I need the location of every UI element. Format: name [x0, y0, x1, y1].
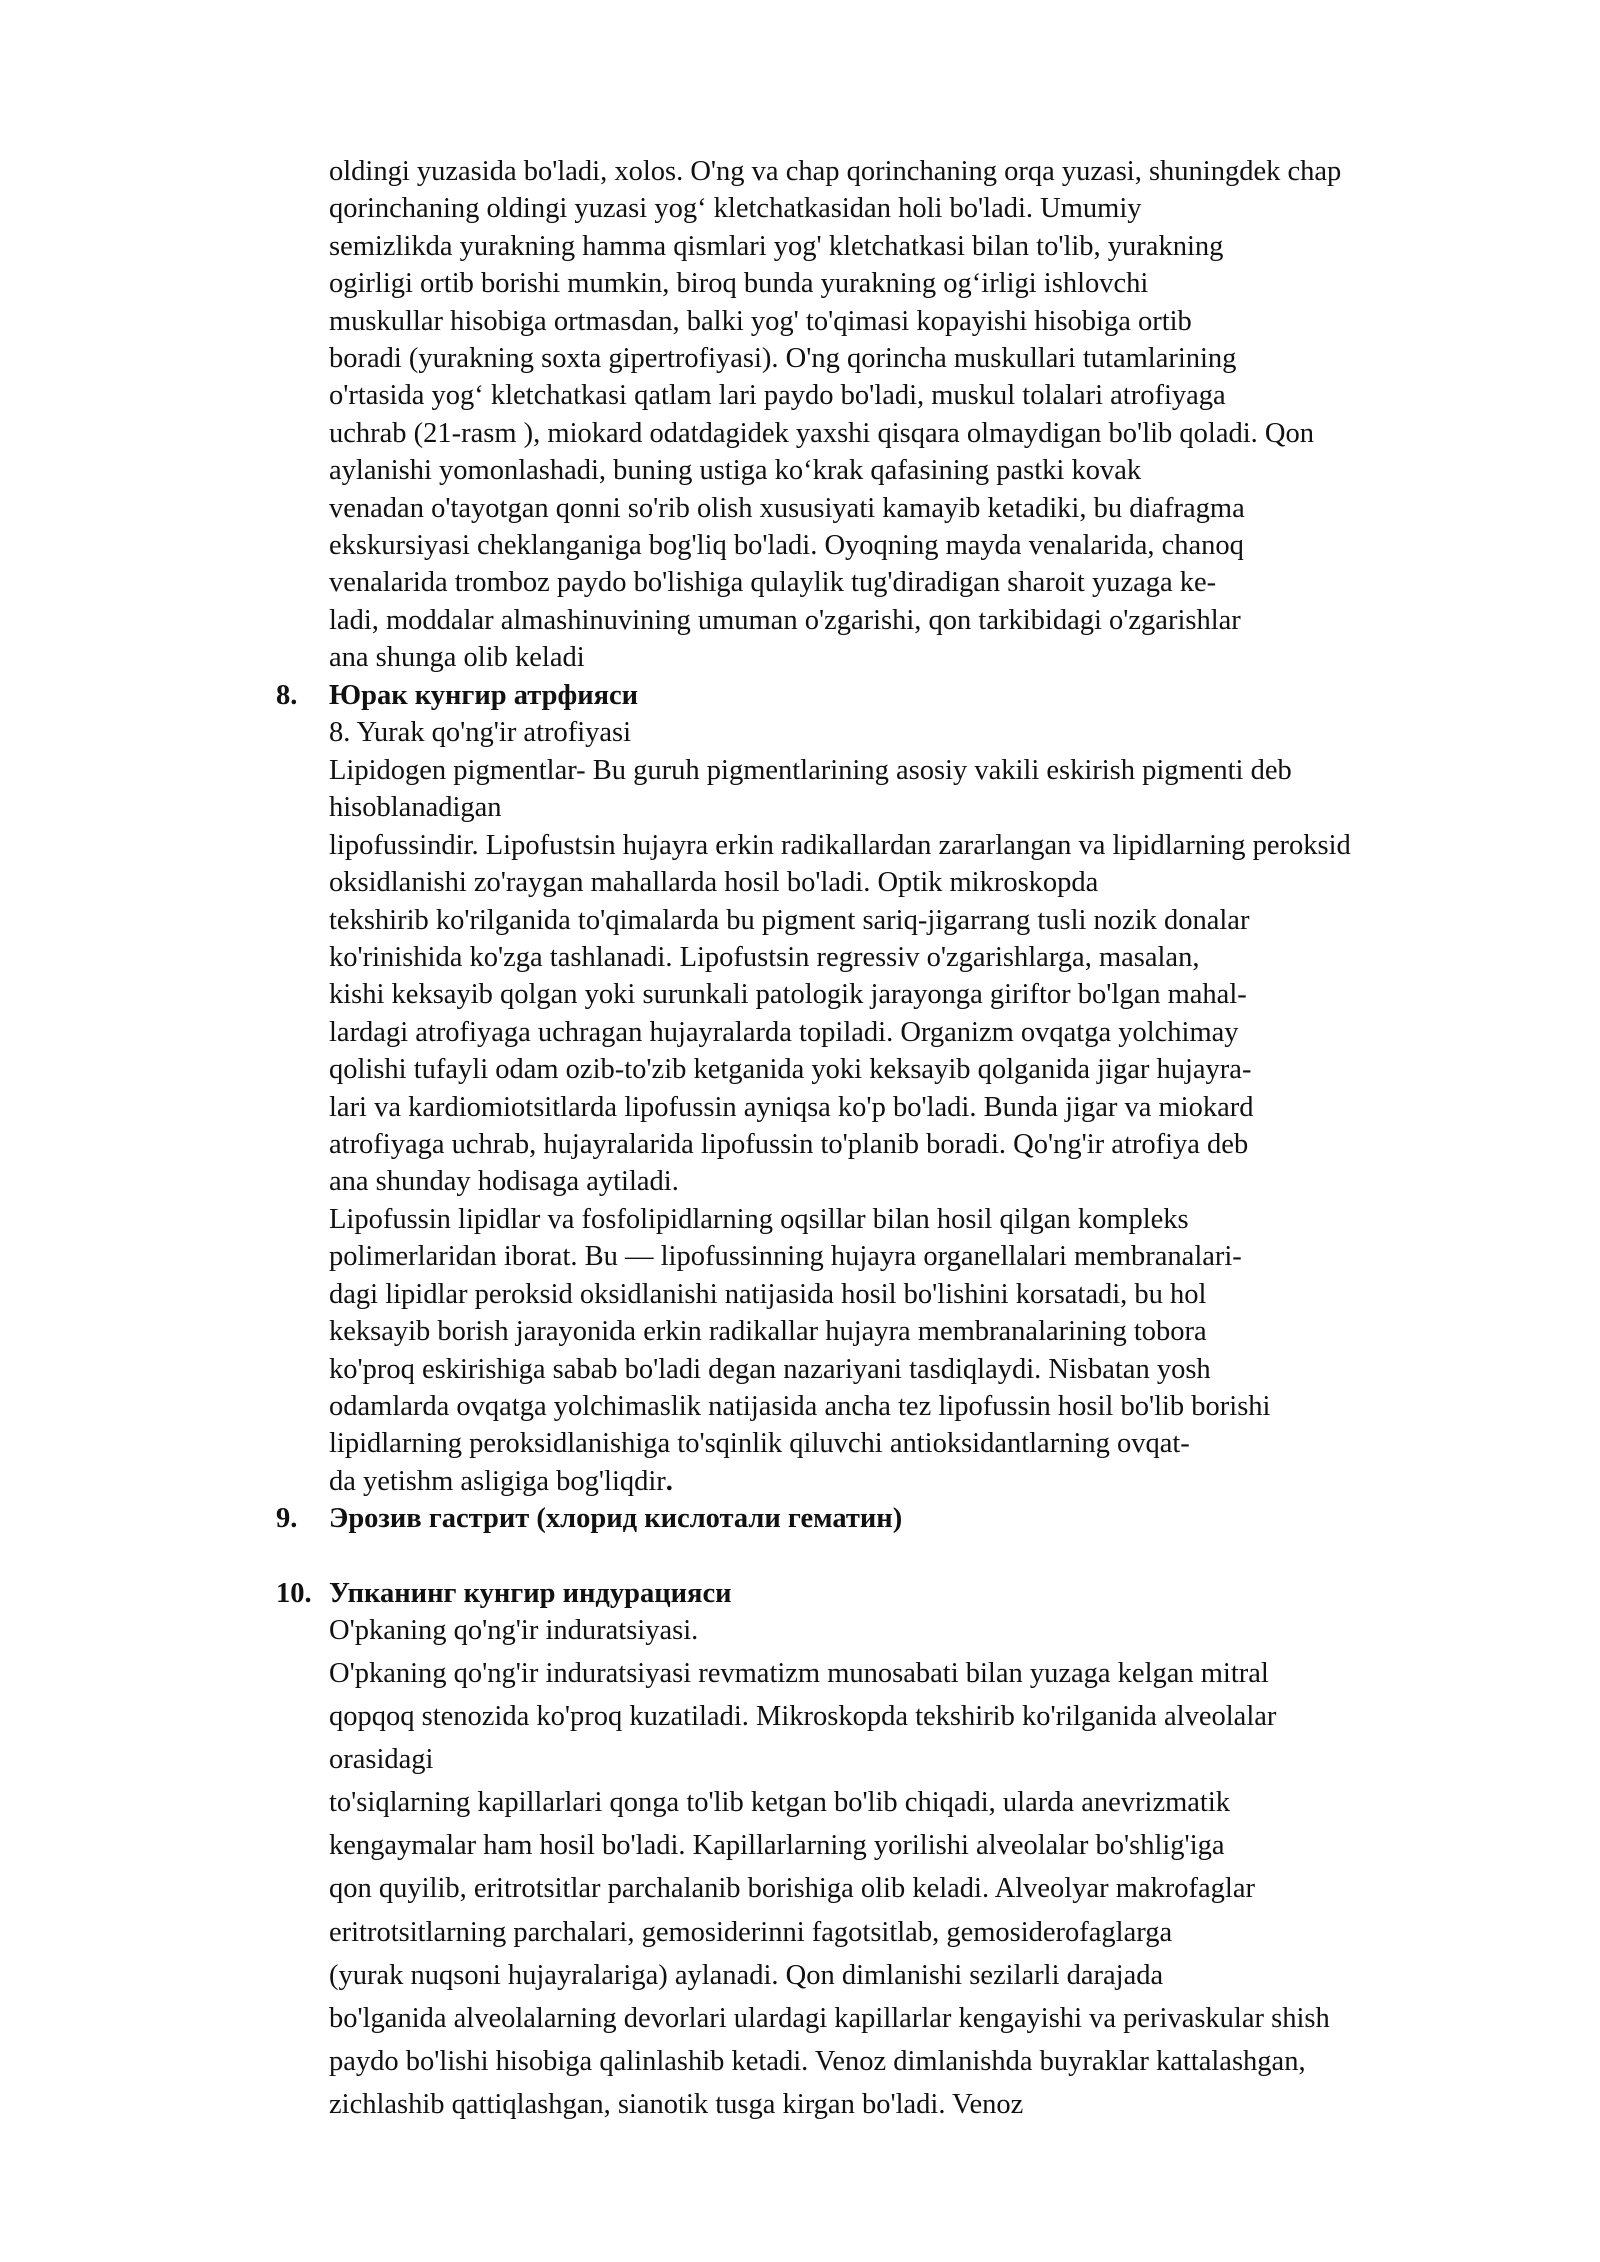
- text-line: ekskursiyasi cheklanganiga bog'liq bo'ladi. Oyoqning mayda venalarida, chanoq: [329, 530, 1244, 562]
- text-line: eritrotsitlarning parchalari, gemosiderinni fagotsitlab, gemosiderofaglarga: [329, 1916, 1173, 1948]
- text-line: lipofussindir. Lipofustsin hujayra erkin radikallardan zararlangan va lipidlarning peroksid: [329, 829, 1351, 861]
- text-line: aylanishi yomonlashadi, buning ustiga ko‘krak qafasining pastki kovak: [329, 455, 1142, 487]
- text-line: boradi (yurakning soxta gipertrofiyasi). O'ng qorincha muskullari tutamlarining: [329, 343, 1237, 375]
- text-line: (yurak nuqsoni hujayralariga) aylanadi. Qon dimlanishi sezilarli darajada: [329, 1959, 1164, 1991]
- section-8-heading: [276, 677, 638, 714]
- section-8-number: 8.: [276, 680, 298, 711]
- text-line: qolishi tufayli odam ozib-to'zib ketganida yoki keksayib qolganida jigar hujayra-: [329, 1054, 1252, 1086]
- text-line: lari va kardiomiotsitlarda lipofussin ayniqsa ko'p bo'ladi. Bunda jigar va miokard: [329, 1091, 1254, 1123]
- text-line: muskullar hisobiga ortmasdan, balki yog' to'qimasi kopayishi hisobiga ortib: [329, 305, 1192, 337]
- text-line: lipidlarning peroksidlanishiga to'sqinlik qiluvchi antioksidantlarning ovqat-: [329, 1428, 1190, 1460]
- section-8-paragraph-2-lines: [329, 1201, 1270, 1463]
- section-10-title: Упканинг кунгир индурацияси: [329, 1578, 732, 1609]
- section-10-subtitle: O'pkaning qo'ng'ir induratsiyasi.: [329, 1615, 699, 1646]
- text-line: o'rtasida yog‘ kletchatkasi qatlam lari paydo bo'ladi, muskul tolalari atrofiyaga: [329, 380, 1226, 412]
- text-line: qorinchaning oldingi yuzasi yog‘ kletchatkasidan holi bo'ladi. Umumiy: [329, 193, 1142, 225]
- text-line: O'pkaning qo'ng'ir induratsiyasi revmatizm munosabati bilan yuzaga kelgan mitral: [329, 1658, 1269, 1689]
- text-line: atrofiyaga uchrab, hujayralarida lipofussin to'planib boradi. Qo'ng'ir atrofiya deb: [329, 1129, 1249, 1161]
- text-line: keksayib borish jarayonida erkin radikallar hujayra membranalarining tobora: [329, 1316, 1207, 1348]
- section-9-heading: [276, 1500, 902, 1537]
- intro-paragraph: [329, 153, 1341, 677]
- text-line: tekshirib ko'rilganida to'qimalarda bu pigment sariq-jigarrang tusli nozik donalar: [329, 904, 1250, 936]
- section-9-number: 9.: [276, 1503, 298, 1534]
- text-line: semizlikda yurakning hamma qismlari yog' kletchatkasi bilan to'lib, yurakning: [329, 230, 1224, 262]
- text-line: uchrab (21-rasm ), miokard odatdagidek yaxshi qisqara olmaydigan bo'lib qoladi. Qon: [329, 417, 1314, 449]
- text-line: zichlashib qattiqlashgan, sianotik tusga kirgan bo'ladi. Venoz: [329, 2088, 1024, 2120]
- text-line: kengaymalar ham hosil bo'ladi. Kapillarlarning yorilishi alveolalar bo'shlig'iga: [329, 1830, 1225, 1862]
- section-8-title: Юрак кунгир атрфияси: [329, 680, 639, 711]
- section-10-heading: [276, 1575, 732, 1612]
- text-line: paydo bo'lishi hisobiga qalinlashib ketadi. Venoz dimlanishda buyraklar kattalashgan,: [329, 2045, 1306, 2077]
- text-line: orasidagi: [329, 1744, 434, 1776]
- text-line: ana shunga olib keladi: [329, 642, 585, 674]
- section-8-subtitle: 8. Yurak qo'ng'ir atrofiyasi: [329, 717, 632, 748]
- section-8-paragraph-2: [329, 1201, 1270, 1500]
- text-line: oldingi yuzasida bo'ladi, xolos. O'ng va chap qorinchaning orqa yuzasi, shuningdek chap: [329, 156, 1342, 187]
- text-line: ko'rinishida ko'zga tashlanadi. Lipofustsin regressiv o'zgarishlarga, masalan,: [329, 942, 1200, 974]
- text-line: to'siqlarning kapillarlari qonga to'lib ketgan bo'lib chiqadi, ularda anevrizmatik: [329, 1787, 1231, 1819]
- text-line: Lipidogen pigmentlar- Bu guruh pigmentlarining asosiy vakili eskirish pigmenti deb: [329, 755, 1292, 786]
- text-line: qopqoq stenozida ko'proq kuzatiladi. Mikroskopda tekshirib ko'rilganida alveolalar: [329, 1701, 1277, 1733]
- text-line: ogirligi ortib borishi mumkin, biroq bunda yurakning og‘irligi ishlovchi: [329, 268, 1149, 300]
- text-line: lardagi atrofiyaga uchragan hujayralarda topiladi. Organizm ovqatga yolchimay: [329, 1016, 1239, 1048]
- text-line: polimerlaridan iborat. Bu — lipofussinning hujayra organellalari membranalari-: [329, 1241, 1242, 1273]
- text-line: venadan o'tayotgan qonni so'rib olish xususiyati kamayib ketadiki, bu diafragma: [329, 492, 1245, 524]
- section-10-number: 10.: [276, 1578, 312, 1609]
- text-line: ladi, moddalar almashinuvining umuman o'zgarishi, qon tarkibidagi o'zgarishlar: [329, 604, 1241, 636]
- text-line: Lipofussin lipidlar va fosfolipidlarning oqsillar bilan hosil qilgan kompleks: [329, 1204, 1189, 1235]
- section-8-paragraph-2-last-line: da yetishm asligiga bog'liqdir.: [329, 1465, 673, 1497]
- section-9-title: Эрозив гастрит (хлорид кислотали гематин): [329, 1503, 903, 1534]
- text-line: hisoblanadigan: [329, 792, 502, 824]
- text-line: dagi lipidlar peroksid oksidlanishi natijasida hosil bo'lishini korsatadi, bu hol: [329, 1278, 1207, 1310]
- text-line: bo'lganida alveolalarning devorlari ulardagi kapillarlar kengayishi va perivaskular shish: [329, 2002, 1330, 2034]
- text-line: odamlarda ovqatga yolchimaslik natijasida ancha tez lipofussin hosil bo'lib borishi: [329, 1391, 1271, 1423]
- text-line: ana shunday hodisaga aytiladi.: [329, 1166, 679, 1198]
- text-line: kishi keksayib qolgan yoki surunkali patologik jarayonga giriftor bo'lgan mahal-: [329, 979, 1247, 1011]
- text-line: ko'proq eskirishiga sabab bo'ladi degan nazariyani tasdiqlaydi. Nisbatan yosh: [329, 1353, 1211, 1385]
- section-8-paragraph-1: [329, 752, 1351, 1201]
- text-line: venalarida tromboz paydo bo'lishiga qulaylik tug'diradigan sharoit yuzaga ke-: [329, 567, 1217, 599]
- text-line: qon quyilib, eritrotsitlar parchalanib borishiga olib keladi. Alveolyar makrofaglar: [329, 1873, 1255, 1905]
- section-10-paragraph: [329, 1652, 1330, 2126]
- text-line: oksidlanishi zo'raygan mahallarda hosil bo'ladi. Optik mikroskopda: [329, 867, 1099, 899]
